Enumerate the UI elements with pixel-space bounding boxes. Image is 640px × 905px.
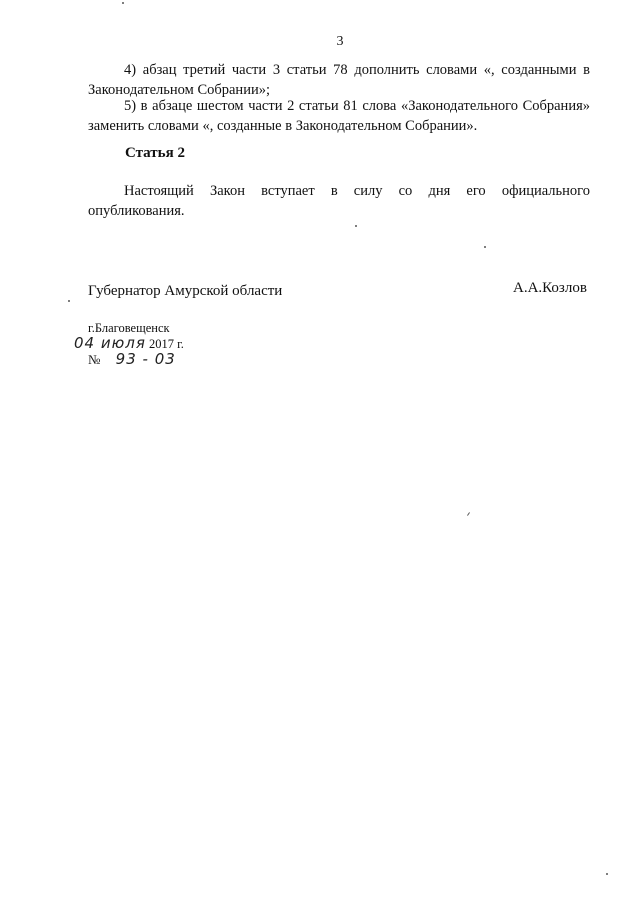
amendment-item-5: 5) в абзаце шестом части 2 статьи 81 слова «Законодательного Собрания» заменить словами «, созданные в Законодательном Собрании». [88,98,590,134]
handwritten-date: 04 июля [74,334,146,352]
article-text: Настоящий Закон вступает в силу со дня его официального опубликования. [88,183,590,219]
scan-speck [68,300,70,302]
scan-speck [355,225,357,227]
signatory-name: А.А.Козлов [513,280,587,296]
amendment-item-4: 4) абзац третий части 3 статьи 78 дополнить словами «, созданными в Законодательном Собрании»; [88,62,590,98]
scan-speck [467,512,470,516]
scan-speck [606,873,608,875]
signing-place: г.Благовещенск [88,321,170,335]
article-heading: Статья 2 [125,145,185,161]
number-sign: № [88,352,101,367]
law-number [88,350,176,368]
signatory-title: Губернатор Амурской области [88,283,283,299]
scan-speck [484,246,486,248]
page-number: 3 [336,34,344,49]
handwritten-number: 93 - 03 [115,350,176,368]
date-year: 2017 г. [148,337,184,351]
scan-speck [122,2,124,4]
